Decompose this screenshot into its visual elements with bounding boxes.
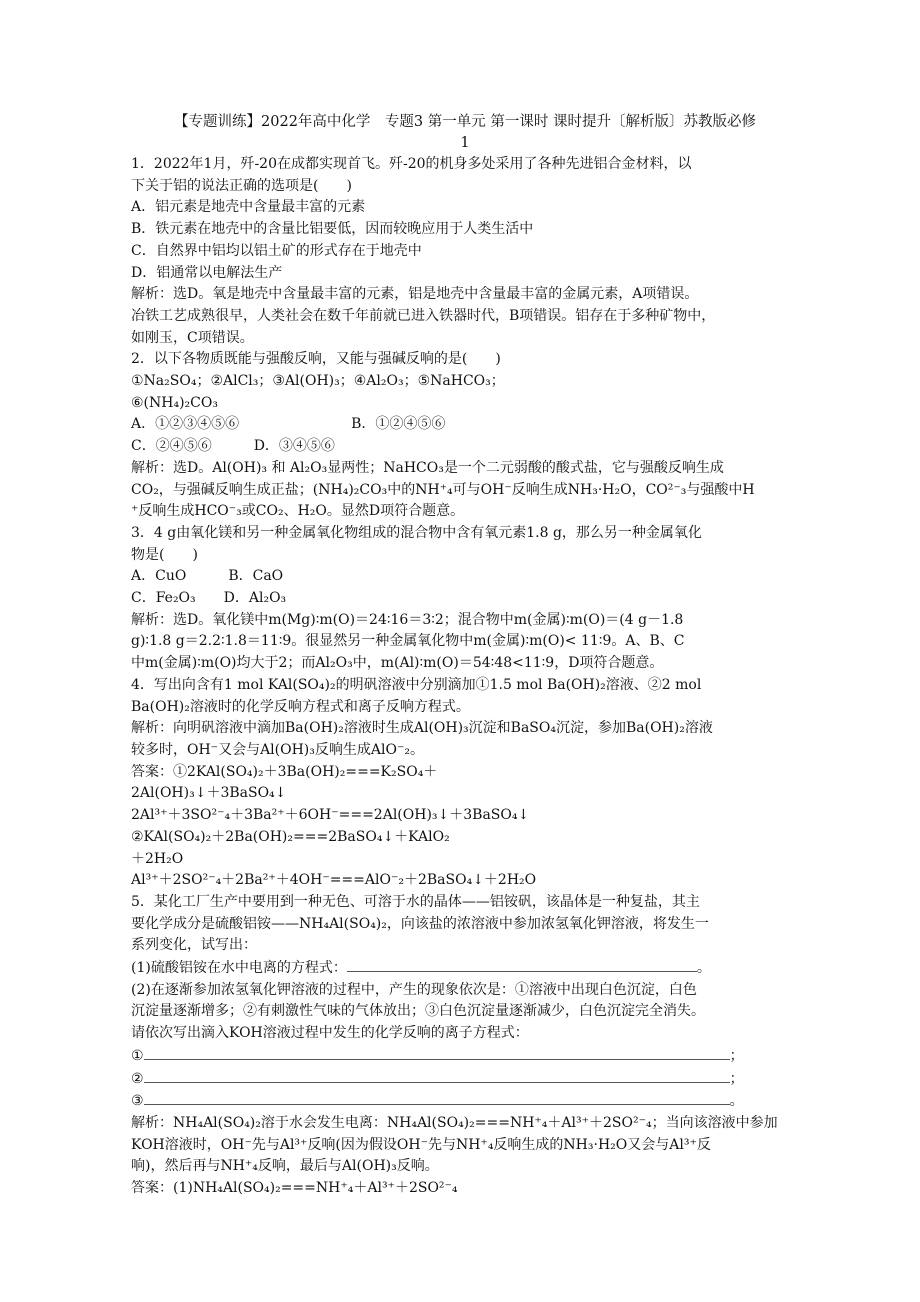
answer-blank-2[interactable]	[144, 1068, 730, 1083]
text-line: 系列变化，试写出：	[131, 937, 257, 954]
text-line: A．铝元素是地壳中含量最丰富的元素	[131, 199, 366, 216]
text-line: ②KAl(SO₄)₂＋2Ba(OH)₂===2BaSO₄↓＋KAlO₂	[131, 828, 450, 845]
text-line: 答案：①2KAl(SO₄)₂＋3Ba(OH)₂===K₂SO₄＋	[131, 763, 438, 780]
text-line: 请依次写出滴入KOH溶液过程中发生的化学反响的离子方程式：	[131, 1025, 529, 1042]
text-line: C．②④⑤⑥ D．③④⑤⑥	[131, 438, 335, 455]
text-line: (2)在逐渐参加浓氢氧化钾溶液的过程中，产生的现象依次是：①溶液中出现白色沉淀，白色	[131, 981, 697, 998]
title-line-2: 1	[460, 135, 470, 151]
text-line: CO₂，与强碱反响生成正盐；(NH₄)₂CO₃中的NH⁺₄可与OH⁻反响生成NH₃·H₂O，CO²⁻₃与强酸中H	[131, 481, 755, 498]
text-line: 较多时，OH⁻又会与Al(OH)₃反响生成AlO⁻₂。	[131, 741, 424, 758]
q5-1-label: (1)硫酸铝铵在水中电离的方程式：	[131, 960, 347, 977]
answer-blank-1[interactable]	[144, 1045, 730, 1060]
text-line: D．铝通常以电解法生产	[131, 264, 283, 281]
text-line: 答案：(1)NH₄Al(SO₄)₂===NH⁺₄＋Al³⁺＋2SO²⁻₄	[131, 1180, 458, 1197]
question-body	[131, 154, 799, 957]
text-line: KOH溶液时，OH⁻先与Al³⁺反响(因为假设OH⁻先与NH⁺₄反响生成的NH₃·H₂O又会与Al³⁺反	[131, 1136, 711, 1153]
text-line: 5．某化工厂生产中要用到一种无色、可溶于水的晶体——铝铵矾，该晶体是一种复盐，其主	[131, 893, 700, 910]
text-line: 要化学成分是硫酸铝铵——NH₄Al(SO₄)₂，向该盐的浓溶液中参加浓氢氧化钾溶液，将发生一	[131, 915, 709, 932]
text-line: 2Al³⁺＋3SO²⁻₄＋3Ba²⁺＋6OH⁻===2Al(OH)₃↓＋3BaSO₄↓	[131, 807, 530, 824]
text-line: 1．2022年1月，歼-20在成都实现首飞。歼-20的机身多处采用了各种先进铝合金材料，以	[131, 156, 692, 172]
answer-blank-q5-1[interactable]	[347, 957, 697, 972]
text-line: 解析：选D。氧是地壳中含量最丰富的元素，铝是地壳中含量最丰富的金属元素，A项错误。	[131, 286, 699, 303]
text-line: 物是( )	[131, 546, 198, 563]
text-line: 2．以下各物质既能与强酸反响，又能与强碱反响的是( )	[131, 351, 501, 368]
text-line: B．铁元素在地壳中的含量比铝要低，因而较晚应用于人类生活中	[131, 221, 534, 238]
text-line: 中m(金属)∶m(O)均大于2；而Al₂O₃中，m(Al)∶m(O)＝54∶48<11∶9，D项符合题意。	[131, 655, 664, 672]
text-line: C．自然界中铝均以铝土矿的形式存在于地壳中	[131, 242, 422, 259]
blank-end-1: ；	[729, 1047, 744, 1064]
blank-end-3: 。	[729, 1093, 744, 1110]
text-line: 下关于铝的说法正确的选项是( )	[131, 177, 352, 194]
answer-blank-3[interactable]	[144, 1090, 730, 1105]
text-line: Al³⁺＋2SO²⁻₄＋2Ba²⁺＋4OH⁻===AlO⁻₂＋2BaSO₄↓＋2H₂O	[131, 872, 537, 889]
blank-row-2	[131, 1068, 799, 1091]
text-line: 解析：选D。Al(OH)₃ 和 Al₂O₃显两性；NaHCO₃是一个二元弱酸的酸式盐，它与强酸反响生成	[131, 459, 724, 476]
text-line: 解析：选D。氧化镁中m(Mg)∶m(O)＝24∶16＝3∶2；混合物中m(金属)∶m(O)＝(4 g－1.8	[131, 611, 684, 628]
text-line: 如刚玉，C项错误。	[131, 329, 254, 346]
q5-1-end: 。	[696, 960, 711, 977]
text-line: Ba(OH)₂溶液时的化学反响方程式和离子反响方程式。	[131, 698, 470, 715]
text-line: 冶铁工艺成熟很早，人类社会在数千年前就已进入铁器时代，B项错误。铝存在于多种矿物中，	[131, 307, 716, 324]
text-line: g)∶1.8 g＝2.2∶1.8＝11∶9。很显然另一种金属氧化物中m(金属)∶m(O)< 11∶9。A、B、C	[131, 633, 685, 650]
text-line: ⁺反响生成HCO⁻₃或CO₂、H₂O。显然D项符合题意。	[131, 503, 465, 520]
blank-label-3: ③	[131, 1093, 144, 1110]
blank-label-2: ②	[131, 1070, 144, 1087]
text-line: 4．写出向含有1 mol KAl(SO₄)₂的明矾溶液中分别滴加①1.5 mol Ba(OH)₂溶液、②2 mol	[131, 676, 702, 693]
q5-analysis	[131, 1113, 799, 1200]
document-page	[131, 112, 799, 1200]
text-line: A．CuO B．CaO	[131, 568, 284, 585]
text-line: ①Na₂SO₄；②AlCl₃；③Al(OH)₃；④Al₂O₃；⑤NaHCO₃；	[131, 373, 505, 390]
blank-end-2: ；	[729, 1070, 744, 1087]
title-line-1: 【专题训练】2022年高中化学 专题3 第一单元 第一课时 课时提升〔解析版〕苏教版必修	[174, 114, 756, 130]
text-line: 响)，然后再与NH⁺₄反响，最后与Al(OH)₃反响。	[131, 1158, 439, 1175]
blank-row-1	[131, 1045, 799, 1068]
text-line: ＋2H₂O	[131, 850, 184, 867]
text-line: 沉淀量逐渐增多；②有刺激性气味的气体放出；③白色沉淀量逐渐减少，白色沉淀完全消失。	[131, 1003, 705, 1020]
text-line: C．Fe₂O₃ D．Al₂O₃	[131, 590, 287, 607]
blank-row-3	[131, 1090, 799, 1113]
q5-2-text	[131, 980, 799, 1045]
blank-label-1: ①	[131, 1047, 144, 1064]
document-title	[131, 112, 799, 154]
text-line: 3．4 g由氧化镁和另一种金属氧化物组成的混合物中含有氧元素1.8 g，那么另一种金属氧化	[131, 524, 702, 541]
text-line: A．①②③④⑤⑥ B．①②④⑤⑥	[131, 416, 446, 433]
q5-1-row	[131, 957, 799, 980]
text-line: 解析：向明矾溶液中滴加Ba(OH)₂溶液时生成Al(OH)₃沉淀和BaSO₄沉淀，参加Ba(OH)₂溶液	[131, 720, 713, 737]
text-line: 2Al(OH)₃↓＋3BaSO₄↓	[131, 785, 287, 802]
text-line: ⑥(NH₄)₂CO₃	[131, 394, 218, 411]
text-line: 解析：NH₄Al(SO₄)₂溶于水会发生电离：NH₄Al(SO₄)₂===NH⁺₄＋Al³⁺＋2SO²⁻₄；当向该溶液中参加	[131, 1114, 778, 1131]
